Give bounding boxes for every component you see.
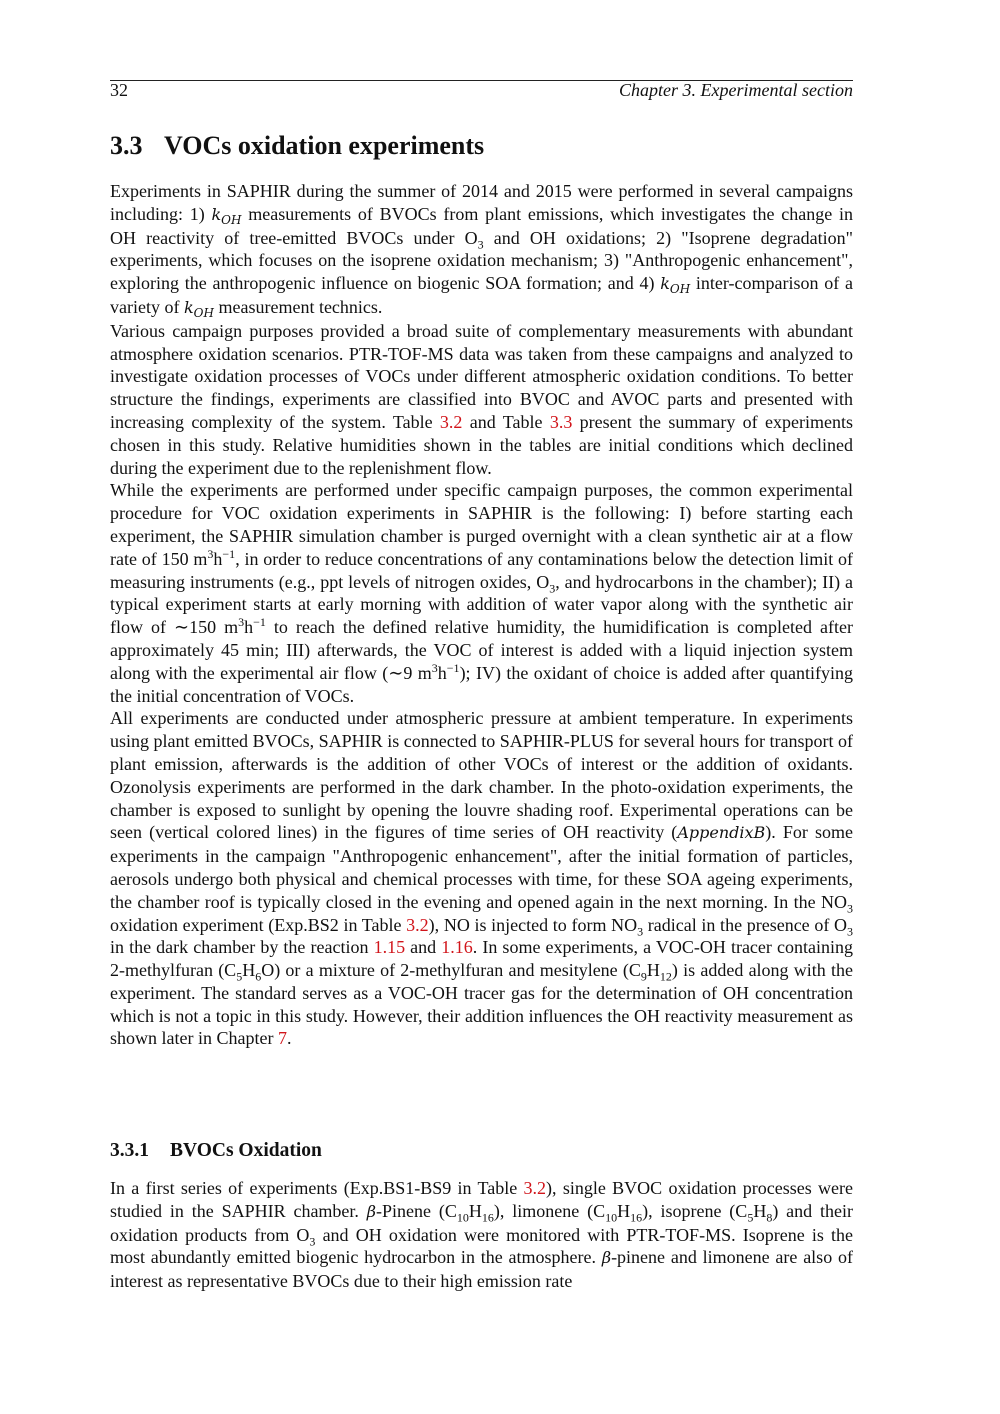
section-body <box>110 180 853 1050</box>
section-number: 3.3 <box>110 131 143 160</box>
page-number: 32 <box>110 80 128 100</box>
running-header <box>110 78 853 100</box>
appendix-reference: AppendixB <box>677 823 766 843</box>
section-title-text: VOCs oxidation experiments <box>164 131 485 160</box>
equation-1-15-link[interactable]: 1.15 <box>373 937 406 958</box>
subsection-heading <box>110 1139 322 1163</box>
equation-1-16-link[interactable]: 1.16 <box>441 937 473 958</box>
paragraph-campaign-purposes: Various campaign purposes provided a broad suite of complementary measurements with abundant atmosphere oxidation scenarios. PTR-TOF-MS data was taken from these campaigns and analyzed to investigate oxidation processes of VOCs under different atmospheric oxidation conditions. To better structure the findings, experiments are classified into BVOC and AVOC parts and presented with increasing complexity of the system. Table 3.2 and Table 3.3 present the summary of experiments chosen in this study. Relative humidities shown in the tables are initial conditions which declined during the experiment due to the replenishment flow. <box>110 320 853 478</box>
table-3-3-link[interactable]: 3.3 <box>549 411 573 432</box>
section-heading <box>110 130 484 162</box>
paragraph-bvoc-series: In a first series of experiments (Exp.BS1-BS9 in Table 3.2), single BVOC oxidation processes were studied in the SAPHIR chamber. β-Pinene $(C_{10}H_{16})$, limonene $(C_{10}H_{16})$, isoprene $(C_5H_8)$ and their oxidation products from $O_3$ and OH oxidation were monitored with PTR-TOF-MS. Isoprene is the most abundantly emitted biogenic hydrocarbon in the atmosphere. β-pinene and limonene are also of interest as representative BVOCs due to their high emission rate <box>110 1178 854 1292</box>
subsection-number: 3.3.1 <box>110 1140 149 1161</box>
chapter-title: Chapter 3. Experimental section <box>619 80 853 100</box>
subsection-title-text: BVOCs Oxidation <box>170 1140 322 1161</box>
paragraph-procedure: While the experiments are performed under specific campaign purposes, the common experimental procedure for VOC oxidation experiments in SAPHIR is the following: I) before starting each experiment, the SAPHIR simulation chamber is purged overnight with a clean synthetic air at a flow rate of 150 $m^3h^{-1}$, in order to reduce concentrations of any contaminations below the detection limit of measuring instruments (e.g., ppt levels of nitrogen oxides, $O_3$, and hydrocarbons in the chamber); II) a typical experiment starts at early morning with addition of water vapor along with the synthetic air flow of ∼150 $m^3h^{-1}$ to reach the defined relative humidity, the humidification is completed after approximately 45 min; III) afterwards, the VOC of interest is added with a liquid injection system along with the experimental air flow (∼9 $m^3h^{-1}$); IV) the oxidant of choice is added after quantifying the initial concentration of VOCs. <box>110 480 854 706</box>
paragraph-conditions: All experiments are conducted under atmospheric pressure at ambient temperature. In experiments using plant emitted BVOCs, SAPHIR is connected to SAPHIR-PLUS for several hours for transport of plant emission, afterwards is the addition of other VOCs of interest or the addition of oxidants. Ozonolysis experiments are performed in the dark chamber. In the photo-oxidation experiments, the chamber is exposed to sunlight by opening the louvre shading roof. Experimental operations can be seen (vertical colored lines) in the figures of time series of OH reactivity (AppendixB). For some experiments in the campaign "Anthropogenic enhancement", after the initial formation of particles, aerosols undergo both physical and chemical processes with time, for these SOA ageing experiments, the chamber roof is typically closed in the evening and opened again in the next morning. In the $NO_3$ oxidation experiment (Exp.BS2 in Table 3.2), NO is injected to form $NO_3$ radical in the presence of $O_3$ in the dark chamber by the reaction 1.15 and 1.16. In some experiments, a VOC-OH tracer containing 2-methylfuran $(C_5H_6O)$ or a mixture of 2-methylfuran and mesitylene $(C_9H_{12})$ is added along with the experiment. The standard serves as a VOC-OH tracer gas for the determination of OH concentration which is not a topic in this study. However, their addition influences the OH reactivity measurement as shown later in Chapter 7. <box>110 708 853 1049</box>
table-3-2-link[interactable]: 3.2 <box>439 411 463 432</box>
chapter-7-link[interactable]: 7 <box>277 1028 287 1049</box>
paragraph-campaigns: Experiments in SAPHIR during the summer of 2014 and 2015 were performed in several campaigns including: 1) $k_{OH}$ measurements of BVOCs from plant emissions, which investigates the change in OH reactivity of tree-emitted BVOCs under $O_3$ and OH oxidations; 2) "Isoprene degradation" experiments, which focuses on the isoprene oxidation mechanism; 3) "Anthropogenic enhancement", exploring the anthropogenic influence on biogenic SOA formation; and 4) $k_{OH}$ inter-comparison of a variety of $k_{OH}$ measurement technics. <box>110 181 853 321</box>
table-3-2-link[interactable]: 3.2 <box>523 1178 547 1198</box>
table-3-2-link[interactable]: 3.2 <box>406 914 429 935</box>
subsection-body <box>110 1177 853 1293</box>
